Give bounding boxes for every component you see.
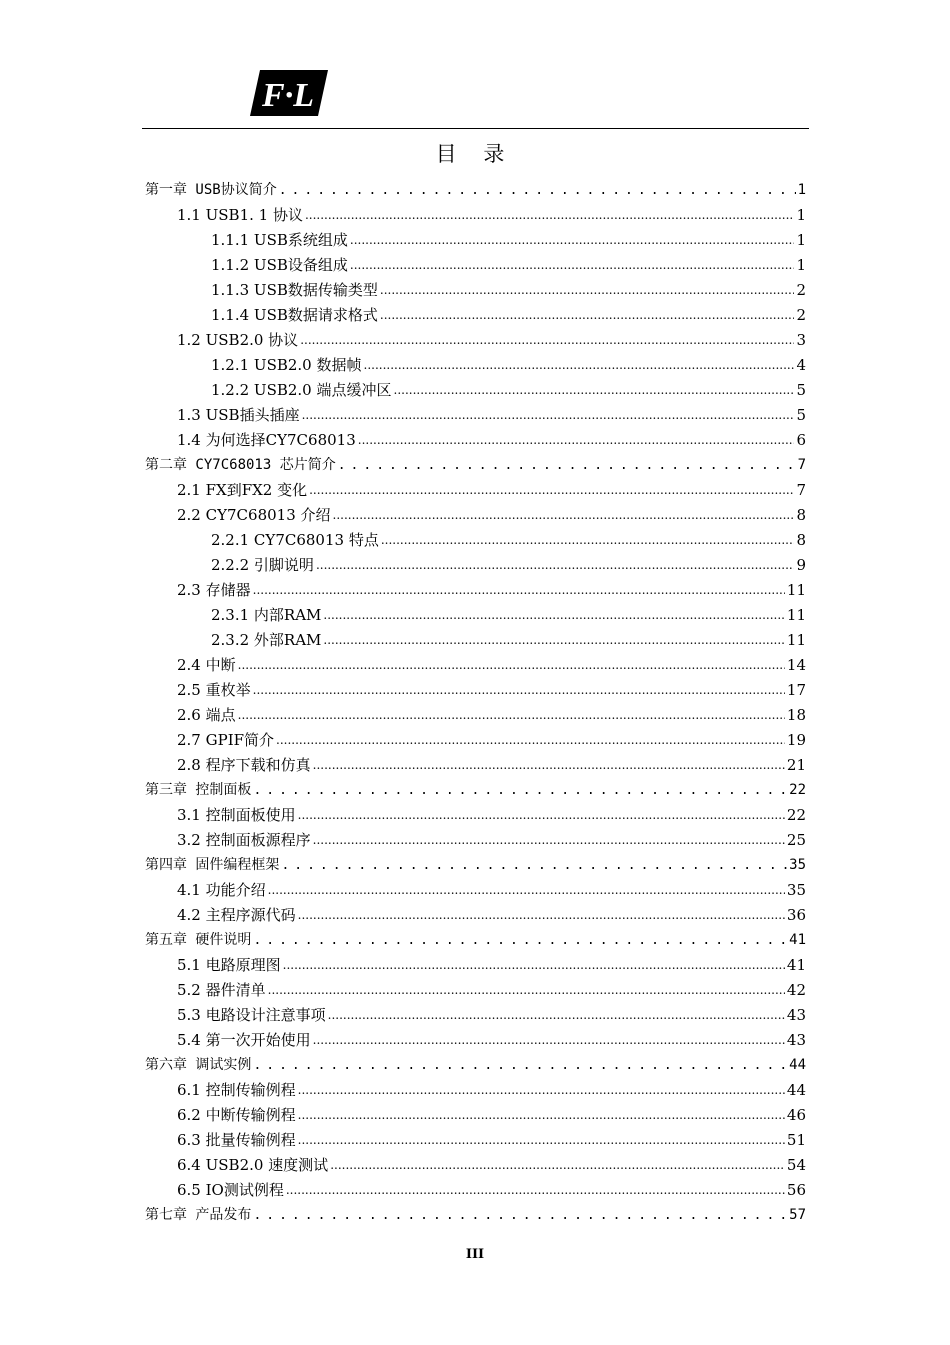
toc-entry-page: 4 (796, 356, 806, 374)
toc-entry-page: 1 (796, 256, 806, 274)
toc-leader-dots (253, 678, 785, 703)
company-logo (250, 70, 328, 116)
toc-entry[interactable] (145, 778, 806, 803)
toc-entry-page: 7 (797, 457, 806, 473)
page-number: III (465, 1247, 485, 1262)
toc-leader-dots (298, 1128, 785, 1153)
toc-entry-page: 54 (786, 1156, 806, 1174)
toc-entry[interactable] (145, 378, 806, 403)
toc-leader-dots (298, 903, 785, 928)
toc-entry[interactable] (145, 678, 806, 703)
toc-leader-dots (276, 728, 785, 753)
toc-entry-page: 14 (786, 656, 806, 674)
toc-entry-page: 22 (789, 782, 806, 798)
toc-entry-label: 6.3 批量传输例程 (177, 1131, 296, 1149)
toc-entry-label: 第一章 USB协议简介 (145, 182, 277, 198)
toc-entry-label: 4.2 主程序源代码 (177, 906, 296, 924)
toc-entry-page: 51 (786, 1131, 806, 1149)
toc-entry-label: 1.1.2 USB设备组成 (211, 256, 348, 274)
toc-entry[interactable] (145, 178, 806, 203)
toc-entry-page: 1 (797, 182, 806, 198)
toc-entry[interactable] (145, 228, 806, 253)
toc-leader-dots (350, 253, 795, 278)
toc-entry-page: 46 (786, 1106, 806, 1124)
toc-entry-label: 2.2 CY7C68013 介绍 (177, 506, 331, 524)
toc-entry-label: 2.1 FX到FX2 变化 (177, 481, 308, 499)
toc-entry[interactable] (145, 1078, 806, 1103)
toc-entry[interactable] (145, 253, 806, 278)
toc-entry-label: 2.2.1 CY7C68013 特点 (211, 531, 379, 549)
toc-leader-dots (316, 553, 795, 578)
toc-entry-page: 5 (796, 406, 806, 424)
toc-leader-dots (253, 578, 785, 603)
toc-leader-dots (364, 353, 795, 378)
toc-entry[interactable] (145, 1103, 806, 1128)
toc-entry-label: 2.5 重枚举 (177, 681, 251, 699)
toc-entry[interactable] (145, 703, 806, 728)
toc-entry-label: 1.1.4 USB数据请求格式 (211, 306, 378, 324)
toc-entry[interactable] (145, 203, 806, 228)
toc-entry-label: 第五章 硬件说明 (145, 932, 252, 948)
toc-entry-page: 11 (786, 581, 806, 599)
toc-entry[interactable] (145, 328, 806, 353)
toc-entry-page: 21 (786, 756, 806, 774)
toc-entry[interactable] (145, 1028, 806, 1053)
toc-entry[interactable] (145, 503, 806, 528)
toc-entry[interactable] (145, 803, 806, 828)
toc-entry-label: 5.4 第一次开始使用 (177, 1031, 311, 1049)
toc-entry-page: 17 (786, 681, 806, 699)
toc-leader-dots (238, 653, 785, 678)
toc-entry-page: 43 (786, 1006, 806, 1024)
toc-entry-page: 6 (796, 431, 806, 449)
toc-entry-page: 41 (789, 932, 806, 948)
svg-text:F·L: F·L (262, 77, 314, 114)
toc-entry-page: 19 (786, 731, 806, 749)
toc-entry[interactable] (145, 853, 806, 878)
toc-leader-dots (286, 1178, 785, 1203)
toc-entry-page: 56 (786, 1181, 806, 1199)
toc-entry[interactable] (145, 578, 806, 603)
toc-leader-dots (298, 1103, 785, 1128)
toc-entry-label: 1.2.1 USB2.0 数据帧 (211, 356, 362, 374)
toc-entry-label: 1.2 USB2.0 协议 (177, 331, 299, 349)
toc-entry-page: 7 (796, 481, 806, 499)
toc-entry-page: 22 (786, 806, 806, 824)
toc-entry[interactable] (145, 1053, 806, 1078)
toc-entry-label: 1.4 为何选择CY7C68013 (177, 431, 356, 449)
toc-entry-label: 6.5 IO测试例程 (177, 1181, 284, 1199)
toc-leader-dots (298, 1078, 785, 1103)
toc-leader-dots (309, 478, 794, 503)
toc-leader-dots (333, 503, 795, 528)
toc-entry[interactable] (145, 528, 806, 553)
toc-leader-dots (313, 753, 785, 778)
toc-leader-dots (300, 328, 794, 353)
toc-entry-label: 6.1 控制传输例程 (177, 1081, 296, 1099)
toc-entry-page: 18 (786, 706, 806, 724)
toc-leader-dots (381, 528, 795, 553)
table-of-contents (145, 178, 806, 1228)
toc-entry-label: 第二章 CY7C68013 芯片简介 (145, 457, 336, 473)
toc-entry-page: 11 (786, 631, 806, 649)
toc-entry-page: 3 (796, 331, 806, 349)
toc-leader-dots (350, 228, 795, 253)
toc-leader-dots (338, 453, 796, 478)
toc-entry-page: 25 (786, 831, 806, 849)
toc-entry-label: 第六章 调试实例 (145, 1057, 252, 1073)
toc-entry-label: 2.8 程序下载和仿真 (177, 756, 311, 774)
toc-entry-label: 1.3 USB插头插座 (177, 406, 300, 424)
toc-entry[interactable] (145, 1178, 806, 1203)
toc-entry[interactable] (145, 403, 806, 428)
toc-entry-page: 35 (786, 881, 806, 899)
toc-entry[interactable] (145, 903, 806, 928)
toc-entry[interactable] (145, 428, 806, 453)
toc-entry-label: 1.2.2 USB2.0 端点缓冲区 (211, 381, 392, 399)
toc-entry-page: 35 (789, 857, 806, 873)
toc-entry-page: 9 (796, 556, 806, 574)
toc-entry[interactable] (145, 453, 806, 478)
toc-leader-dots (302, 403, 795, 428)
toc-entry-label: 3.1 控制面板使用 (177, 806, 296, 824)
toc-entry-page: 42 (786, 981, 806, 999)
toc-entry-label: 5.2 器件清单 (177, 981, 266, 999)
toc-entry-label: 2.3.1 内部RAM (211, 606, 322, 624)
toc-leader-dots (330, 1153, 785, 1178)
toc-leader-dots (313, 1028, 785, 1053)
toc-leader-dots (253, 1053, 787, 1078)
toc-entry[interactable] (145, 1153, 806, 1178)
toc-leader-dots (358, 428, 795, 453)
toc-leader-dots (380, 303, 795, 328)
toc-entry-label: 4.1 功能介绍 (177, 881, 266, 899)
toc-entry-page: 43 (786, 1031, 806, 1049)
toc-entry[interactable] (145, 278, 806, 303)
toc-leader-dots (305, 203, 794, 228)
toc-entry-page: 36 (786, 906, 806, 924)
toc-entry-label: 1.1.1 USB系统组成 (211, 231, 348, 249)
toc-entry-label: 1.1.3 USB数据传输类型 (211, 281, 378, 299)
toc-entry[interactable] (145, 828, 806, 853)
toc-leader-dots (253, 1203, 787, 1228)
header-rule (142, 128, 809, 129)
toc-entry-label: 第七章 产品发布 (145, 1207, 252, 1223)
toc-entry[interactable] (145, 553, 806, 578)
toc-leader-dots (394, 378, 795, 403)
toc-entry[interactable] (145, 1003, 806, 1028)
toc-leader-dots (380, 278, 795, 303)
toc-leader-dots (313, 828, 785, 853)
toc-leader-dots (283, 953, 785, 978)
toc-leader-dots (298, 803, 785, 828)
toc-entry[interactable] (145, 353, 806, 378)
toc-leader-dots (328, 1003, 785, 1028)
toc-entry-label: 第四章 固件编程框架 (145, 857, 280, 873)
toc-entry-page: 2 (796, 306, 806, 324)
toc-entry-label: 2.7 GPIF简介 (177, 731, 275, 749)
toc-leader-dots (268, 978, 785, 1003)
toc-entry-page: 11 (786, 606, 806, 624)
toc-entry-page: 2 (796, 281, 806, 299)
toc-entry-label: 2.6 端点 (177, 706, 236, 724)
toc-leader-dots (279, 178, 796, 203)
toc-leader-dots (253, 928, 787, 953)
toc-entry[interactable] (145, 478, 806, 503)
toc-entry-page: 1 (796, 206, 806, 224)
toc-entry-label: 3.2 控制面板源程序 (177, 831, 311, 849)
toc-entry[interactable] (145, 303, 806, 328)
toc-entry-page: 44 (786, 1081, 806, 1099)
toc-leader-dots (281, 853, 787, 878)
toc-entry[interactable] (145, 728, 806, 753)
toc-entry-label: 6.4 USB2.0 速度测试 (177, 1156, 329, 1174)
toc-entry-page: 8 (796, 531, 806, 549)
toc-leader-dots (253, 778, 787, 803)
toc-entry-label: 第三章 控制面板 (145, 782, 252, 798)
toc-entry-page: 1 (796, 231, 806, 249)
toc-entry[interactable] (145, 653, 806, 678)
toc-leader-dots (323, 628, 784, 653)
toc-entry-page: 8 (796, 506, 806, 524)
toc-leader-dots (323, 603, 784, 628)
toc-entry-label: 2.3 存储器 (177, 581, 251, 599)
toc-entry-label: 6.2 中断传输例程 (177, 1106, 296, 1124)
toc-entry-page: 5 (796, 381, 806, 399)
toc-entry-label: 5.1 电路原理图 (177, 956, 281, 974)
toc-entry-page: 41 (786, 956, 806, 974)
toc-entry[interactable] (145, 1203, 806, 1228)
toc-entry[interactable] (145, 978, 806, 1003)
toc-entry[interactable] (145, 953, 806, 978)
toc-entry-page: 57 (789, 1207, 806, 1223)
toc-entry-label: 1.1 USB1. 1 协议 (177, 206, 303, 224)
toc-entry-label: 5.3 电路设计注意事项 (177, 1006, 326, 1024)
toc-entry[interactable] (145, 628, 806, 653)
toc-entry[interactable] (145, 928, 806, 953)
toc-entry[interactable] (145, 878, 806, 903)
toc-entry[interactable] (145, 603, 806, 628)
page-title: 目 录 (435, 142, 515, 166)
toc-entry[interactable] (145, 753, 806, 778)
toc-entry-page: 44 (789, 1057, 806, 1073)
toc-entry-label: 2.3.2 外部RAM (211, 631, 322, 649)
toc-leader-dots (268, 878, 785, 903)
toc-entry[interactable] (145, 1128, 806, 1153)
toc-entry-label: 2.2.2 引脚说明 (211, 556, 314, 574)
toc-leader-dots (238, 703, 785, 728)
toc-entry-label: 2.4 中断 (177, 656, 236, 674)
